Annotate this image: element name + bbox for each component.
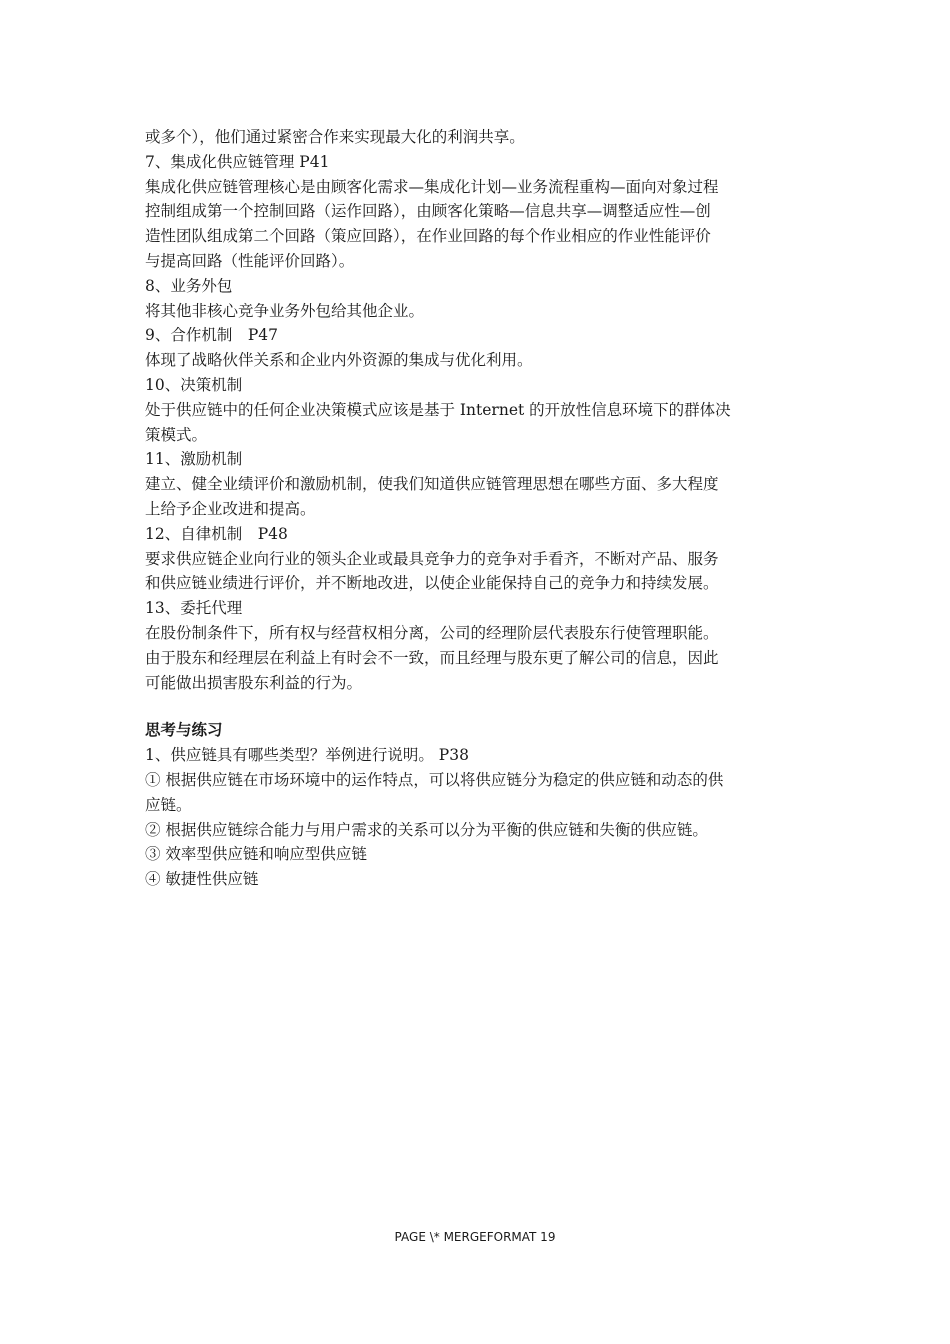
text-line: 在股份制条件下，所有权与经营权相分离，公司的经理阶层代表股东行使管理职能。	[145, 623, 719, 642]
text-line: 将其他非核心竞争业务外包给其他企业。	[145, 301, 425, 320]
text-line: 集成化供应链管理核心是由顾客化需求—集成化计划—业务流程重构—面向对象过程	[145, 177, 719, 196]
item-heading-12: 12、自律机制 P48	[145, 524, 288, 543]
exercise-answer-line: ④ 敏捷性供应链	[145, 870, 259, 889]
item-heading-8: 8、业务外包	[145, 276, 233, 295]
text-line: 造性团队组成第二个回路（策应回路），在作业回路的每个作业相应的作业性能评价	[145, 227, 711, 246]
text-line: 体现了战略伙伴关系和企业内外资源的集成与优化利用。	[145, 351, 533, 370]
exercise-answer-line: 应链。	[145, 795, 192, 814]
text-line: 由于股东和经理层在利益上有时会不一致，而且经理与股东更了解公司的信息，因此	[145, 648, 719, 667]
exercise-answer-line: ② 根据供应链综合能力与用户需求的关系可以分为平衡的供应链和失衡的供应链。	[145, 820, 708, 839]
page-footer: PAGE \* MERGEFORMAT 19	[394, 1230, 556, 1244]
text-line: 与提高回路（性能评价回路）。	[145, 251, 355, 270]
text-line: 控制组成第一个控制回路（运作回路），由顾客化策略—信息共享—调整适应性—创	[145, 202, 711, 221]
item-heading-10: 10、决策机制	[145, 375, 243, 394]
text-line: 或多个），他们通过紧密合作来实现最大化的利润共享。	[145, 128, 525, 146]
item-heading-11: 11、激励机制	[145, 450, 243, 469]
text-line: 可能做出损害股东利益的行为。	[145, 673, 363, 692]
text-line: 策模式。	[145, 425, 208, 444]
document-body	[145, 125, 807, 892]
item-heading-7: 7、集成化供应链管理 P41	[145, 152, 330, 171]
exercise-question: 1、供应链具有哪些类型？举例进行说明。 P38	[145, 746, 469, 765]
exercise-answer-line: ① 根据供应链在市场环境中的运作特点，可以将供应链分为稳定的供应链和动态的供	[145, 770, 724, 789]
item-heading-9: 9、合作机制 P47	[145, 326, 279, 345]
text-line: 处于供应链中的任何企业决策模式应该是基于 Internet 的开放性信息环境下的群体决	[145, 400, 731, 419]
text-line: 上给予企业改进和提高。	[145, 499, 316, 518]
text-line: 要求供应链企业向行业的领头企业或最具竞争力的竞争对手看齐，不断对产品、服务	[145, 549, 719, 568]
section-heading: 思考与练习	[145, 720, 223, 740]
text-line: 和供应链业绩进行评价，并不断地改进，以使企业能保持自己的竞争力和持续发展。	[145, 574, 719, 593]
item-heading-13: 13、委托代理	[145, 599, 243, 618]
exercise-answer-line: ③ 效率型供应链和响应型供应链	[145, 845, 367, 864]
text-line: 建立、健全业绩评价和激励机制，使我们知道供应链管理思想在哪些方面、多大程度	[145, 475, 719, 494]
